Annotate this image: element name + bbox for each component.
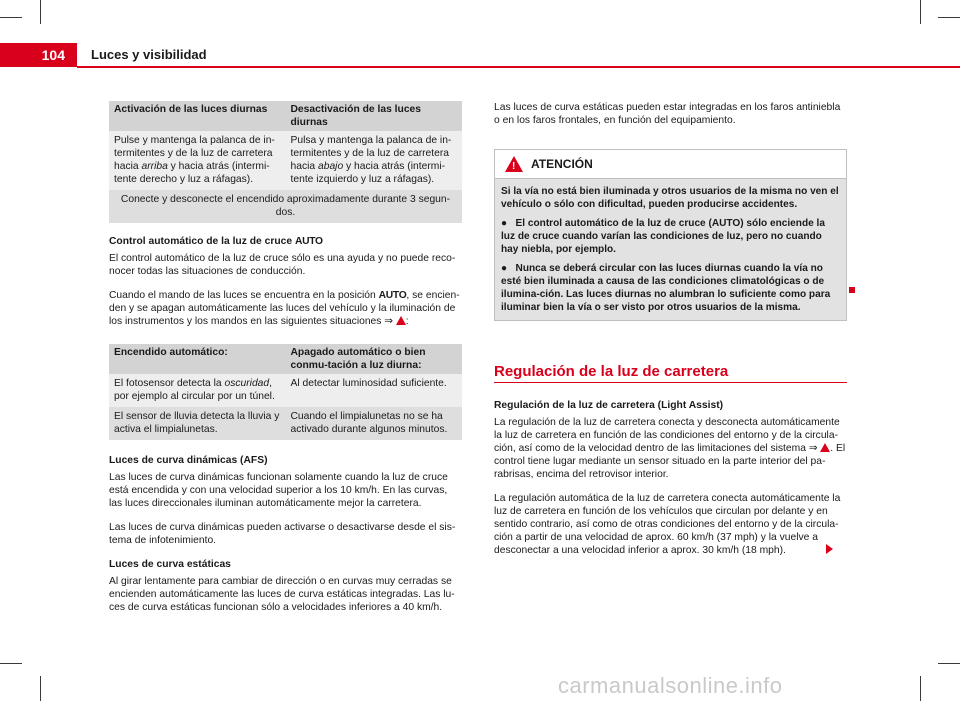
table-cell: Cuando el limpialunetas no se ha activado durante algunos minutos.	[286, 407, 463, 440]
right-column	[494, 101, 847, 568]
warning-bullet: ● El control automático de la luz de cruce (AUTO) sólo enciende la luz de cruce cuando varían las condiciones de luz, pero no cuando hay niebla, por ejemplo.	[501, 218, 825, 255]
section-title: Regulación de la luz de carretera	[494, 365, 847, 383]
crop-mark	[920, 676, 921, 701]
daytime-lights-table	[109, 101, 462, 223]
table-cell: Pulse y mantenga la palanca de in-termitentes y de la luz de carretera hacia arriba y hacia atrás (intermi-tente derecho y luz a ráfagas).	[109, 131, 286, 190]
page-header-title: Luces y visibilidad	[91, 47, 207, 62]
paragraph: Las luces de curva estáticas pueden estar integradas en los faros antiniebla o en los faros frontales, en función del equipamiento.	[494, 102, 841, 126]
continue-arrow-icon	[826, 544, 833, 554]
table-cell: Pulsa y mantenga la palanca de in-termitentes y de la luz de carretera hacia abajo y hacia atrás (intermi-tente izquierdo y luz a ráfagas).	[286, 131, 463, 190]
table-note: Conecte y desconecte el encendido aproximadamente durante 3 segun-dos.	[109, 190, 462, 223]
paragraph: Las luces de curva dinámicas funcionan solamente cuando la luz de cruce está encendida y con una velocidad superior a los 10 km/h. En las curvas, las luces direccionales iluminan automáticamente mejor la carretera.	[109, 472, 448, 509]
table-cell: El fotosensor detecta la oscuridad, por ejemplo al circular por un túnel.	[109, 374, 286, 407]
table-header: Apagado automático o bien conmu-tación a luz diurna:	[286, 344, 463, 374]
afs-heading: Luces de curva dinámicas (AFS)	[109, 455, 268, 466]
paragraph: Cuando el mando de las luces se encuentra en la posición AUTO, se encien-den y se apagan automáticamente las luces del vehículo y la iluminación de los instrumentos y los mandos en las siguientes situaciones ⇒ :	[109, 290, 460, 327]
table-header: Activación de las luces diurnas	[109, 101, 286, 131]
table-row	[109, 190, 462, 223]
auto-symbol: AUTO	[378, 290, 407, 301]
crop-mark	[938, 17, 960, 18]
warning-icon: !	[505, 156, 523, 172]
warning-title: ATENCIÓN	[531, 156, 593, 171]
crop-mark	[938, 663, 960, 664]
table-row	[109, 374, 462, 407]
warning-bullet: ● Nunca se deberá circular con las luces diurnas cuando la vía no esté bien iluminada a causa de las condiciones climatológicas o de ilumina-ción. Las luces diurnas no alumbran lo suficiente como para iluminar bien la vía o ser visto por otros usuarios de la misma.	[501, 263, 831, 313]
table-header: Encendido automático:	[109, 344, 286, 374]
paragraph: La regulación automática de la luz de carretera conecta automáticamente la luz de carretera en función de los vehículos que circulan por delante y en sentido contrario, así como de otras condiciones del entorno y de la circula-ción a partir de una velocidad de aprox. 60 km/h (37 mph) y la vuelve a desconectar a una velocidad inferior a aprox. 30 km/h (18 mph).	[494, 493, 841, 556]
crop-mark	[40, 676, 41, 701]
crop-mark	[0, 17, 22, 18]
section-end-mark	[849, 287, 855, 293]
watermark: carmanualsonline.info	[558, 673, 783, 698]
crop-mark	[920, 0, 921, 24]
warning-icon	[820, 443, 830, 452]
table-cell: Al detectar luminosidad suficiente.	[286, 374, 463, 407]
paragraph: La regulación de la luz de carretera conecta y desconecta automáticamente la luz de carretera en función de las condiciones del entorno y de la circula-ción, así como de la velocidad dentro de las limitaciones del sistema ⇒ . El control tiene lugar mediante un sensor situado en la parte interior del pa-rabrisas, encima del retrovisor interior.	[494, 417, 846, 480]
auto-light-table	[109, 344, 462, 440]
auto-heading: Control automático de la luz de cruce AUTO	[109, 236, 323, 247]
table-cell: El sensor de lluvia detecta la lluvia y activa el limpialunetas.	[109, 407, 286, 440]
auto-symbol: AUTO	[294, 236, 323, 247]
table-header: Desactivación de las luces diurnas	[286, 101, 463, 131]
paragraph: Las luces de curva dinámicas pueden activarse o desactivarse desde el sis-tema de infotenimiento.	[109, 522, 456, 546]
paragraph: El control automático de la luz de cruce sólo es una ayuda y no puede reco-nocer todas las situaciones de conducción.	[109, 253, 456, 277]
warning-header	[495, 150, 846, 179]
crop-mark	[40, 0, 41, 24]
warning-body	[495, 179, 846, 320]
header-rule	[77, 66, 960, 68]
left-column	[109, 101, 462, 625]
warning-icon	[396, 316, 406, 325]
warning-text: Si la vía no está bien iluminada y otros usuarios de la misma no ven el vehículo o sólo con dificultad, pueden producirse accidentes.	[501, 186, 839, 210]
crop-mark	[0, 663, 22, 664]
static-heading: Luces de curva estáticas	[109, 559, 231, 570]
table-row	[109, 407, 462, 440]
paragraph: Al girar lentamente para cambiar de dirección o en curvas muy cerradas se encienden automáticamente las luces de curva estáticas integradas. Las lu-ces de curva estáticas funcionan sólo a velocidades inferiores a 40 km/h.	[109, 576, 455, 613]
light-assist-heading: Regulación de la luz de carretera (Light Assist)	[494, 400, 724, 411]
page-number: 104	[0, 43, 77, 67]
warning-box	[494, 149, 847, 321]
table-row	[109, 131, 462, 190]
